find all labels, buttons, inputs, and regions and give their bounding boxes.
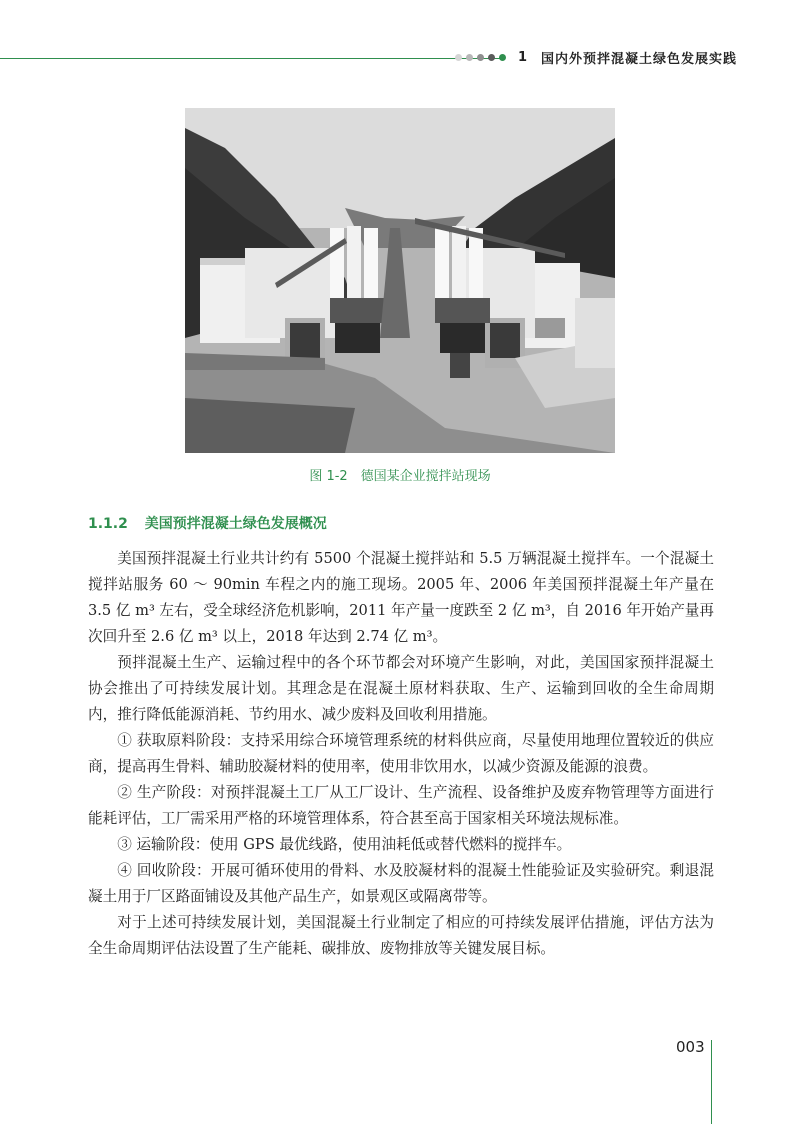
side-rule	[711, 1040, 712, 1124]
section-number: 1.1.2	[88, 516, 128, 532]
paragraph: 美国预拌混凝土行业共计约有 5500 个混凝土搅拌站和 5.5 万辆混凝土搅拌车。一个混凝土搅拌站服务 60 ～ 90min 车程之内的施工现场。2005 年、2006 年美国预拌混凝土年产量在 3.5 亿 m³ 左右，受全球经济危机影响，2011 年产量一度跌至 2 亿 m³，自 2016 年开始产量再次回升至 2.6 亿 m³ 以上，2018 年达到 2.74 亿 m³。	[88, 550, 714, 645]
chapter-title: 国内外预拌混凝土绿色发展实践	[541, 52, 738, 67]
paragraph: ② 生产阶段：对预拌混凝土工厂从工厂设计、生产流程、设备维护及废弃物管理等方面进行能耗评估，工厂需采用严格的环境管理体系，符合甚至高于国家相关环境法规标准。	[88, 784, 714, 827]
paragraph: ① 获取原料阶段：支持采用综合环境管理系统的材料供应商，尽量使用地理位置较近的供应商，提高再生骨料、辅助胶凝材料的使用率，使用非饮用水，以减少资源及能源的浪费。	[88, 732, 714, 775]
header-dot-icon	[488, 54, 495, 61]
section-title: 美国预拌混凝土绿色发展概况	[144, 516, 327, 532]
chapter-number: 1	[518, 50, 528, 65]
paragraph: 预拌混凝土生产、运输过程中的各个环节都会对环境产生影响，对此，美国国家预拌混凝土协会推出了可持续发展计划。其理念是在混凝土原材料获取、生产、运输到回收的全生命周期内，推行降低能源消耗、节约用水、减少废料及回收利用措施。	[88, 654, 714, 723]
header-rule	[0, 58, 505, 59]
paragraph: ④ 回收阶段：开展可循环使用的骨料、水及胶凝材料的混凝土性能验证及实验研究。剩退混凝土用于厂区路面铺设及其他产品生产，如景观区或隔离带等。	[88, 862, 714, 905]
header-dot-icon	[499, 54, 506, 61]
figure-caption: 图 1-2 德国某企业搅拌站现场	[309, 469, 491, 484]
figure-photo	[185, 108, 615, 453]
section-heading	[88, 513, 327, 533]
paragraph: 对于上述可持续发展计划，美国混凝土行业制定了相应的可持续发展评估措施，评估方法为全生命周期评估法设置了生产能耗、碳排放、废物排放等关键发展目标。	[88, 914, 714, 957]
paragraph: ③ 运输阶段：使用 GPS 最优线路，使用油耗低或替代燃料的搅拌车。	[117, 836, 572, 853]
page-number: 003	[676, 1038, 705, 1056]
body-text	[88, 546, 714, 962]
running-header	[455, 48, 737, 67]
header-dot-icon	[466, 54, 473, 61]
header-dot-icon	[455, 54, 462, 61]
header-dot-icon	[477, 54, 484, 61]
